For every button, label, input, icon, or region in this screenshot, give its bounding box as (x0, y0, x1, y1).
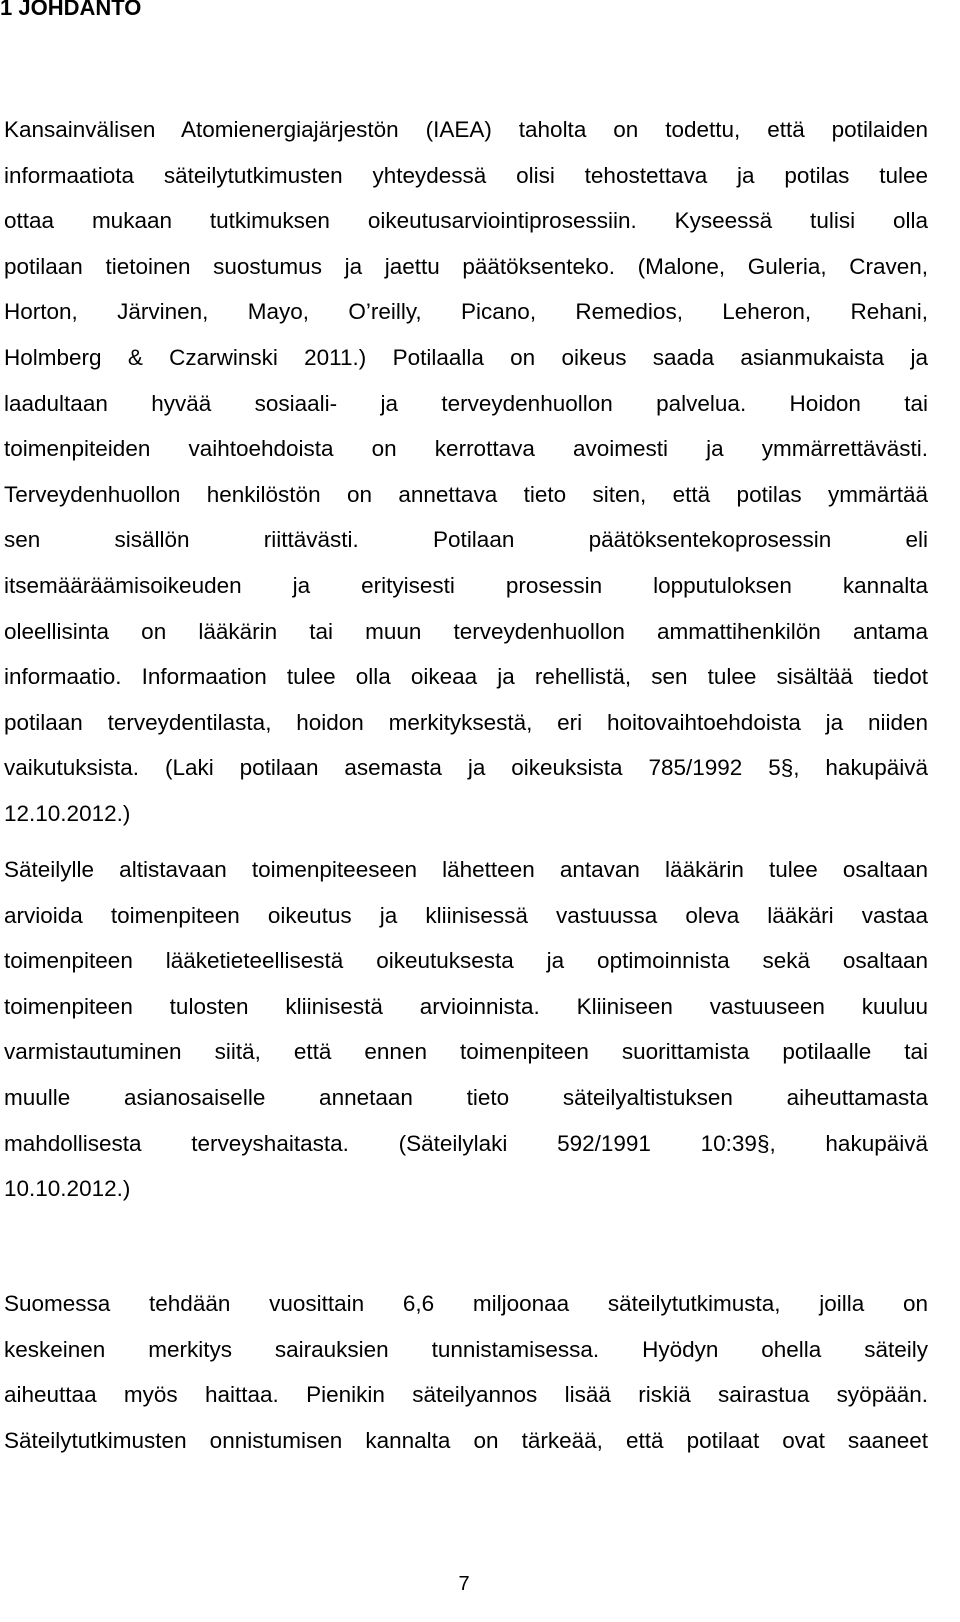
paragraph-line: keskeinen merkitys sairauksien tunnistamisessa. Hyödyn ohella säteily (4, 1336, 928, 1362)
paragraph-line: informaatiota säteilytutkimusten yhteydessä olisi tehostettava ja potilas tulee (4, 162, 928, 188)
paragraph-line: muulle asianosaiselle annetaan tieto säteilyaltistuksen aiheuttamasta (4, 1084, 928, 1110)
paragraph-line: Suomessa tehdään vuosittain 6,6 miljoonaa säteilytutkimusta, joilla on (4, 1291, 928, 1316)
paragraph-line: 12.10.2012.) (4, 800, 131, 826)
paragraph-line: toimenpiteiden vaihtoehdoista on kerrottava avoimesti ja ymmärrettävästi. (4, 436, 928, 462)
paragraph-line: vaikutuksista. (Laki potilaan asemasta ja oikeuksista 785/1992 5§, hakupäivä (4, 755, 928, 781)
section-heading: 1 JOHDANTO (0, 0, 142, 20)
paragraph-line: Säteilylle altistavaan toimenpiteeseen lähetteen antavan lääkärin tulee osaltaan (4, 857, 928, 882)
paragraph-line: sen sisällön riittävästi. Potilaan päätöksentekoprosessin eli (4, 527, 928, 553)
paragraph-line: Kansainvälisen Atomienergiajärjestön (IAEA) taholta on todettu, että potilaiden (4, 117, 928, 142)
paragraph-line: informaatio. Informaation tulee olla oikeaa ja rehellistä, sen tulee sisältää tiedot (4, 664, 928, 690)
paragraph-line: Horton, Järvinen, Mayo, O’reilly, Picano, Remedios, Leheron, Rehani, (4, 299, 928, 325)
paragraph-line: varmistautuminen siitä, että ennen toimenpiteen suorittamista potilaalle tai (4, 1039, 928, 1065)
paragraph-line: Säteilytutkimusten onnistumisen kannalta on tärkeää, että potilaat ovat saaneet (4, 1427, 928, 1453)
paragraph-line: arvioida toimenpiteen oikeutus ja kliinisessä vastuussa oleva lääkäri vastaa (4, 902, 928, 928)
paragraph-line: oleellisinta on lääkärin tai muun terveydenhuollon ammattihenkilön antama (4, 618, 928, 644)
paragraph-line: toimenpiteen lääketieteellisestä oikeutuksesta ja optimoinnista sekä osaltaan (4, 948, 928, 974)
paragraph-line: itsemääräämisoikeuden ja erityisesti prosessin lopputuloksen kannalta (4, 572, 928, 598)
paragraph-line: potilaan tietoinen suostumus ja jaettu päätöksenteko. (Malone, Guleria, Craven, (4, 253, 928, 279)
page-number: 7 (458, 1573, 470, 1595)
paragraph-1 (4, 107, 928, 837)
paragraph-3 (4, 1281, 928, 1463)
paragraph-line: aiheuttaa myös haittaa. Pienikin säteilyannos lisää riskiä sairastua syöpään. (4, 1382, 928, 1408)
paragraph-line: laadultaan hyvää sosiaali- ja terveydenhuollon palvelua. Hoidon tai (4, 390, 928, 416)
paragraph-line: potilaan terveydentilasta, hoidon merkityksestä, eri hoitovaihtoehdoista ja niiden (4, 709, 928, 735)
paragraph-line: Terveydenhuollon henkilöstön on annettava tieto siten, että potilas ymmärtää (4, 481, 928, 507)
paragraph-2 (4, 847, 928, 1212)
paragraph-line: 10.10.2012.) (4, 1176, 131, 1202)
paragraph-line: mahdollisesta terveyshaitasta. (Säteilylaki 592/1991 10:39§, hakupäivä (4, 1130, 928, 1156)
paragraph-line: toimenpiteen tulosten kliinisestä arvioinnista. Kliiniseen vastuuseen kuuluu (4, 993, 928, 1019)
paragraph-line: ottaa mukaan tutkimuksen oikeutusarviointiprosessiin. Kyseessä tulisi olla (4, 208, 928, 234)
paragraph-line: Holmberg & Czarwinski 2011.) Potilaalla on oikeus saada asianmukaista ja (4, 344, 928, 370)
